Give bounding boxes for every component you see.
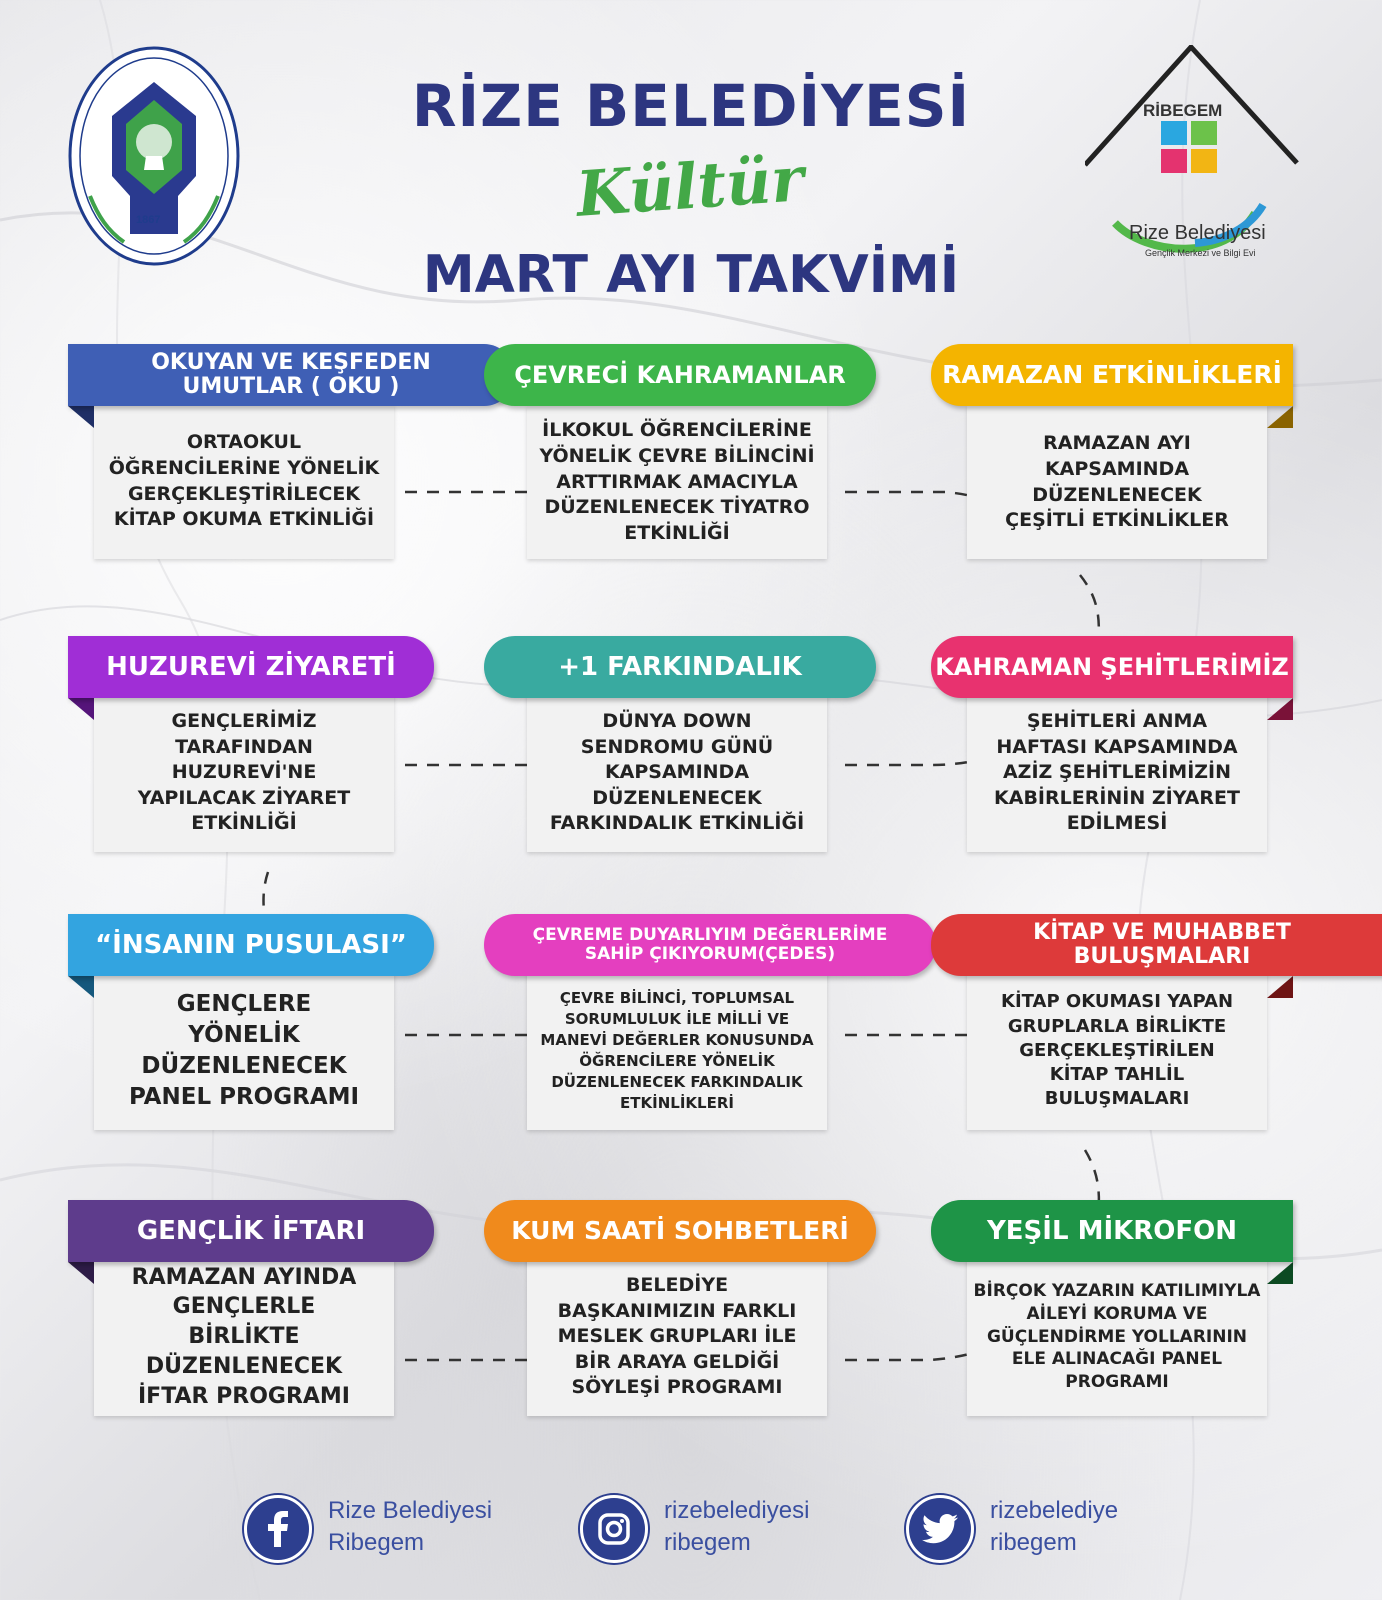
event-title: OKUYAN VE KEŞFEDEN UMUTLAR ( OKU )	[68, 344, 514, 406]
event-title: “İNSANIN PUSULASI”	[68, 914, 434, 976]
event-title: GENÇLİK İFTARI	[68, 1200, 434, 1262]
event-description: BELEDİYE BAŞKANIMIZIN FARKLI MESLEK GRUPLARI İLE BİR ARAYA GELDİĞİ SÖYLEŞİ PROGRAMI	[527, 1258, 827, 1416]
ribbon-fold	[1267, 698, 1293, 720]
ribbon-fold	[1267, 1262, 1293, 1284]
event-title: +1 FARKINDALIK	[484, 636, 876, 698]
event-description: ŞEHİTLERİ ANMA HAFTASI KAPSAMINDA AZİZ ŞEHİTLERİMİZİN KABİRLERİNİN ZİYARET EDİLMESİ	[967, 694, 1267, 852]
page-title: RİZE BELEDİYESİ	[411, 72, 971, 140]
ribegem-logo	[1085, 45, 1315, 275]
event-title: KİTAP VE MUHABBET BULUŞMALARI	[931, 914, 1382, 976]
ribegem-name: RİBEGEM	[1143, 101, 1223, 120]
ribbon-fold	[68, 976, 94, 998]
event-title: YEŞİL MİKROFON	[931, 1200, 1293, 1262]
event-description: RAMAZAN AYINDA GENÇLERLE BİRLİKTE DÜZENLENECEK İFTAR PROGRAMI	[94, 1258, 394, 1416]
event-description: GENÇLERİMİZ TARAFINDAN HUZUREVİ'NE YAPILACAK ZİYARET ETKİNLİĞİ	[94, 694, 394, 852]
event-description: DÜNYA DOWN SENDROMU GÜNÜ KAPSAMINDA DÜZENLENECEK FARKINDALIK ETKİNLİĞİ	[527, 694, 827, 852]
facebook-account-alt[interactable]: Ribegem	[328, 1529, 425, 1556]
ribegem-org: Rize Belediyesi	[1129, 222, 1266, 244]
twitter-icon[interactable]	[906, 1495, 974, 1563]
instagram-icon[interactable]	[580, 1495, 648, 1563]
facebook-icon[interactable]	[244, 1495, 312, 1563]
facebook-account[interactable]: Rize Belediyesi	[328, 1497, 493, 1524]
ribbon-fold	[68, 406, 94, 428]
title-script: Kültür	[573, 142, 807, 231]
event-description: BİRÇOK YAZARIN KATILIMIYLA AİLEYİ KORUMA VE GÜÇLENDİRME YOLLARININ ELE ALINACAĞI PANEL PROGRAMI	[967, 1258, 1267, 1416]
page-subtitle: MART AYI TAKVİMİ	[422, 245, 960, 305]
event-description: ORTAOKUL ÖĞRENCİLERİNE YÖNELİK GERÇEKLEŞTİRİLECEK KİTAP OKUMA ETKİNLİĞİ	[94, 404, 394, 559]
event-title: RAMAZAN ETKİNLİKLERİ	[931, 344, 1293, 406]
event-description: GENÇLERE YÖNELİK DÜZENLENECEK PANEL PROGRAMI	[94, 972, 394, 1130]
ribbon-fold	[1267, 406, 1293, 428]
ribbon-fold	[68, 1262, 94, 1284]
event-title: KAHRAMAN ŞEHİTLERİMİZ	[931, 636, 1293, 698]
ribbon-fold	[68, 698, 94, 720]
header	[0, 0, 1382, 320]
event-description: İLKOKUL ÖĞRENCİLERİNE YÖNELİK ÇEVRE BİLİNCİNİ ARTTIRMAK AMACIYLA DÜZENLENECEK TİYATRO ETKİNLİĞİ	[527, 406, 827, 559]
event-description: KİTAP OKUMASI YAPAN GRUPLARLA BİRLİKTE GERÇEKLEŞTİRİLEN KİTAP TAHLİL BULUŞMALARI	[967, 972, 1267, 1130]
rize-municipality-seal-icon	[68, 46, 240, 266]
ribbon-fold	[1267, 976, 1293, 998]
event-title: ÇEVRECİ KAHRAMANLAR	[484, 344, 876, 406]
event-title: KUM SAATİ SOHBETLERİ	[484, 1200, 876, 1262]
ribegem-subtitle: Gençlik Merkezi ve Bilgi Evi	[1145, 248, 1256, 258]
event-description: RAMAZAN AYI KAPSAMINDA DÜZENLENECEK ÇEŞİTLİ ETKİNLİKLER	[967, 406, 1267, 559]
event-title: HUZUREVİ ZİYARETİ	[68, 636, 434, 698]
event-title: ÇEVREME DUYARLIYIM DEĞERLERİME SAHİP ÇIKIYORUM(ÇEDES)	[484, 914, 936, 976]
twitter-account-alt[interactable]: ribegem	[990, 1529, 1077, 1556]
instagram-account[interactable]: rizebelediyesi	[664, 1497, 810, 1524]
instagram-account-alt[interactable]: ribegem	[664, 1529, 751, 1556]
twitter-account[interactable]: rizebelediye	[990, 1497, 1119, 1524]
event-description: ÇEVRE BİLİNCİ, TOPLUMSAL SORUMLULUK İLE MİLLİ VE MANEVİ DEĞERLER KONUSUNDA ÖĞRENCİLERE YÖNELİK DÜZENLENECEK FARKINDALIK ETKİNLİKLERİ	[527, 972, 827, 1130]
seal-year: 1867	[136, 214, 161, 226]
